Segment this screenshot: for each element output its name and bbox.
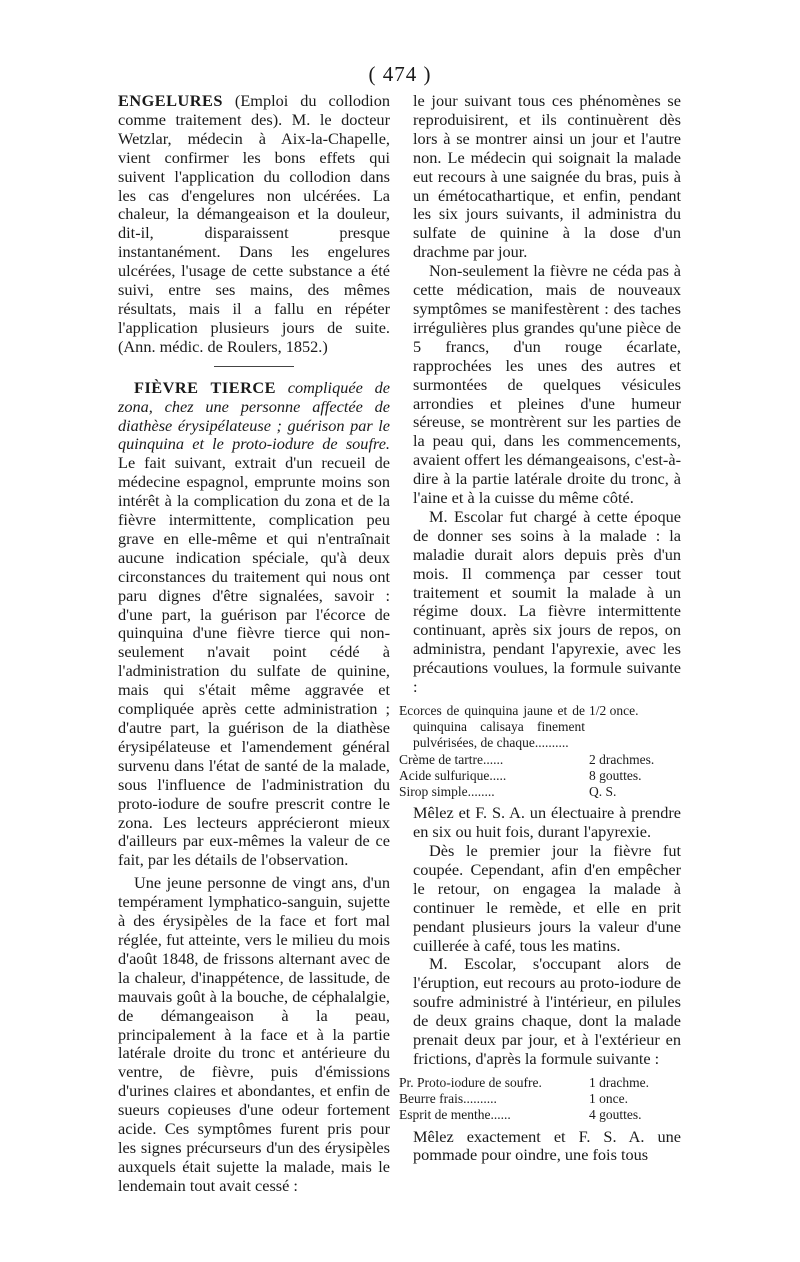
left-column [118, 92, 390, 1196]
case-paragraph: Une jeune personne de vingt ans, d'un tempérament lymphatico-sanguin, sujette à des érysipèles de la face et fort mal réglée, fut atteinte, vers le milieu du mois d'août 1848, de frissons alternant avec de la chaleur, d'inappétence, de lassitude, de mauvais goût à la bouche, de céphalalgie, de démangeaison à la peau, principalement à la face et à la partie latérale droite du tronc et antérieure du ventre, de fièvre, puis d'émissions d'urines claires et abondantes, et enfin de sueurs copieuses d'une odeur fortement acide. Ces symptômes furent pris pour les signes précurseurs d'un des érysipèles auxquels était sujette la malade, mais le lendemain tout avait cessé : [118, 873, 390, 1195]
page-number: ( 474 ) [368, 62, 432, 86]
recipe-row [413, 768, 681, 784]
recipe-dose: 4 gouttes. [589, 1107, 642, 1123]
engelures-article [118, 92, 390, 357]
recipe-ingredient: Sirop simple........ [399, 784, 495, 800]
paragraph: Non-seulement la fièvre ne céda pas à cette médication, mais de nouveaux symptômes se manifestèrent : des taches irrégulières plus grandes qu'une pièce de 5 francs, d'un rouge écarlate, rapprochées les unes des autres et surmontées de quelques vésicules arrondies et pleines d'une humeur séreuse, se montrèrent sur les parties de la peau qui, dans les commencements, avaient offert les démangeaisons, c'est-à-dire à la partie latérale droite du tronc, à l'aine et à la cuisse du même côté. [413, 261, 681, 508]
recipe-ingredient: Pr. Proto-iodure de soufre. [399, 1074, 542, 1090]
paragraph: le jour suivant tous ces phénomènes se reproduisirent, et ils continuèrent dès lors à se montrer ainsi un jour et l'autre non. Le médecin qui soignait la malade eut recours à une saignée du bras, puis à un émétocathartique, et enfin, pendant les six jours suivants, il administra du sulfate de quinine à la dose d'un drachme par jour. [413, 91, 681, 262]
fievre-article [118, 379, 390, 871]
fievre-title: compliquée de zona, chez une personne affectée de diathèse érysipélateuse ; guérison par le quinquina et le proto-iodure de soufre. [118, 377, 390, 454]
recipe-row [413, 752, 681, 768]
recipe-row [413, 703, 681, 752]
paragraph: Mêlez et F. S. A. un électuaire à prendre en six ou huit fois, durant l'apyrexie. [413, 803, 681, 842]
recipe-table-soufre [399, 1074, 681, 1124]
recipe-dose: Q. S. [589, 784, 617, 800]
recipe-dose: 1 once. [589, 1091, 628, 1107]
recipe-row [413, 1107, 681, 1123]
engelures-heading: ENGELURES [118, 91, 223, 110]
right-column [399, 91, 681, 1165]
recipe-dose: 8 gouttes. [589, 767, 642, 783]
paragraph: M. Escolar, s'occupant alors de l'éruption, eut recours au proto-iodure de soufre administré à l'intérieur, en pilules de deux grains chaque, dont la malade prenait deux par jour, et à l'extérieur en frictions, d'après la formule suivante : [413, 954, 681, 1068]
paragraph: Mêlez exactement et F. S. A. une pommade pour oindre, une fois tous [413, 1126, 681, 1165]
recipe-row [413, 1075, 681, 1091]
recipe-ingredient: Acide sulfurique..... [399, 767, 507, 783]
recipe-ingredient: Beurre frais.......... [399, 1091, 497, 1107]
fievre-heading: FIÈVRE TIERCE [134, 377, 276, 397]
recipe-table-quinquina [399, 703, 681, 800]
recipe-dose: 1 drachme. [589, 1074, 649, 1090]
section-divider [214, 366, 294, 367]
paragraph: Dès le premier jour la fièvre fut coupée. Cependant, afin d'en empêcher le retour, on engagea la malade à continuer le remède, et elle en prit pendant plusieurs jours la valeur d'une cuillerée à café, tous les matins. [413, 841, 681, 955]
recipe-ingredient: Esprit de menthe...... [399, 1107, 511, 1123]
recipe-ingredient: Ecorces de quinquina jaune et de quinquina calisaya finement pulvérisées, de chaque.......... [399, 703, 585, 751]
recipe-dose: 1/2 once. [589, 703, 639, 718]
fievre-text: Le fait suivant, extrait d'un recueil de médecine espagnol, emprunte moins son intérêt à la complication du zona et de la fièvre intermittente, complication peu grave en elle-même et qui n'entraînait aucune indication spéciale, qu'à deux circonstances du traitement qui nous ont paru dignes d'être signalées, savoir : d'une part, la guérison par l'écorce de quinquina d'une fièvre tierce qui non-seulement n'avait point cédé à l'administration du sulfate de quinine, mais qui s'était même aggravée et compliquée après cette administration ; d'autre part, la guérison de la diathèse érysipélateuse et l'amendement général survenu dans l'état de santé de la malade, sous l'influence de l'administration du proto-iodure de soufre prescrit contre le zona. Les lecteurs apprécieront mieux d'ailleurs par eux-mêmes la valeur de ce fait, par les détails de l'observation. [118, 453, 390, 870]
paragraph: M. Escolar fut chargé à cette époque de donner ses soins à la malade : la maladie durait alors depuis près d'un mois. Il commença par cesser tout traitement et soumit la malade à un régime doux. La fièvre intermittente continuant, après six jours de repos, on administra, pendant l'apyrexie, avec les précautions voulues, la formule suivante : [413, 506, 681, 697]
recipe-ingredient: Crème de tartre...... [399, 751, 504, 767]
recipe-row [413, 784, 681, 800]
recipe-row [413, 1091, 681, 1107]
recipe-dose: 2 drachmes. [589, 751, 655, 767]
engelures-text: (Emploi du collodion comme traitement des). M. le docteur Wetzlar, médecin à Aix-la-Chapelle, vient confirmer les bons effets qui suivent l'application du collodion dans les cas d'engelures non ulcérées. La chaleur, la démangeaison et la douleur, dit-il, disparaissent presque instantanément. Dans les engelures ulcérées, l'usage de cette substance a été suivi, entre ses mains, des mêmes résultats, mais il a fallu en répéter l'application plusieurs jours de suite. (Ann. médic. de Roulers, 1852.) [118, 91, 390, 356]
